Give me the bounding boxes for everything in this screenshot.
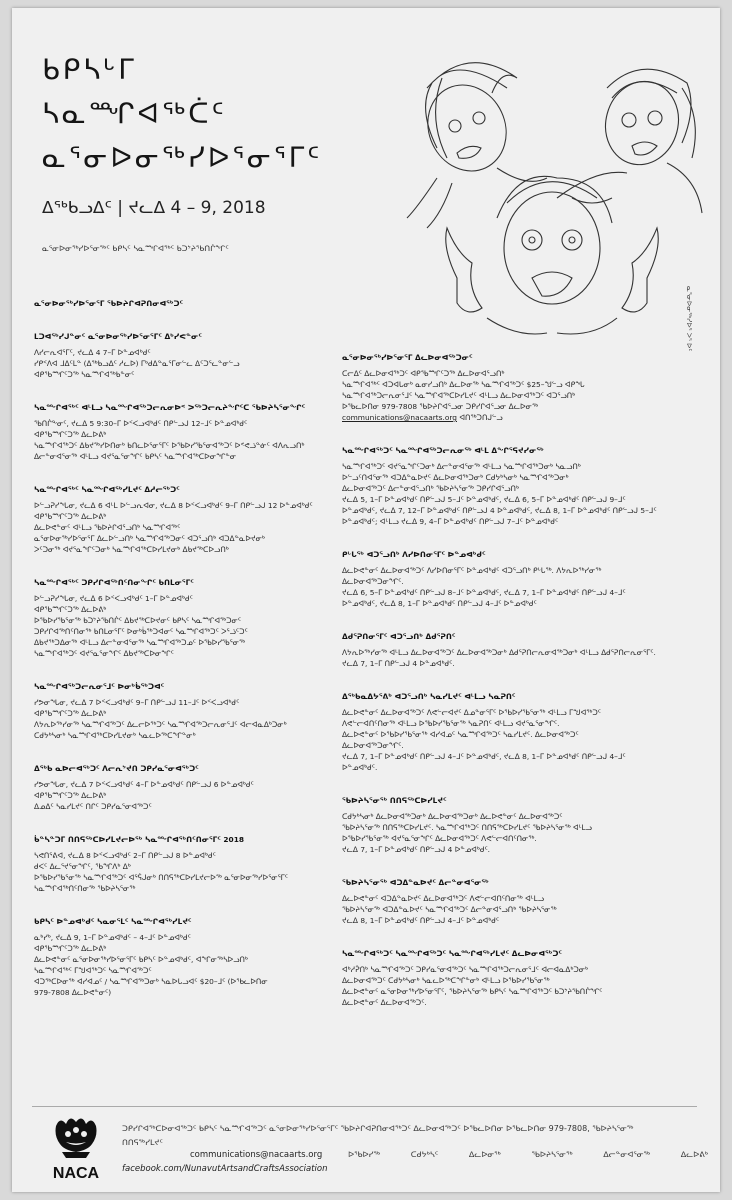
event-section xyxy=(34,834,334,894)
section-line: ᐅᓪᓗᕈᓯᖓᓂ, ᔪᓚᐃ 6 ᐊᒻᒪ ᐅᓪᓗᕆᐊᓂ, ᔪᓚᐃ 8 ᐅᑉᐸᓗᐊᒃᑯᑦ 9–ᒥ ᑎᑭᓪᓗᒍ 12 ᐅᓐᓄᐊᒃᑯᑦ xyxy=(34,501,313,510)
mask-drawing-illustration xyxy=(397,48,717,352)
event-section xyxy=(342,877,667,926)
section-line: ᐅᓐᓄᐊᒃᑯᑦ; ᐊᒻᒪᓗ ᔪᓚᐃ 9, 4–ᒥ ᐅᓐᓄᐊᒃᑯᑦ ᑎᑭᓪᓗᒍ 7–ᒧᑦ ᐅᓐᓄᐊᒃᑯᑦ xyxy=(342,517,559,526)
event-poster xyxy=(12,8,720,1192)
footer-divider xyxy=(32,1106,697,1107)
section-line: ᐊᑭᖃᙱᑦᑐᖅ ᐃᓚᐅᕕᒃ xyxy=(34,430,107,439)
section-line: ᓯᕗᓂᖓᓂ, ᔪᓚᐃ 7 ᐅᑉᐸᓗᐊᒃᑯᑦ 9–ᒥ ᑎᑭᓪᓗᒍ 11–ᒧᑦ ᐅᑉᐸᓗᐊᒃᑯᑦ xyxy=(34,698,240,707)
section-line: ᐅᓐᓄᐊᒃᑯᑦ, ᔪᓚᐃ 8, 1–ᒥ ᐅᓐᓄᐊᒃᑯᑦ ᑎᑭᓪᓗᒍ 4–ᒧᑦ ᐅᓐᓄᐊᒃᑯᑦ xyxy=(342,599,537,608)
event-section xyxy=(342,631,667,669)
event-section xyxy=(34,763,334,812)
section-line: ᔪᓚᐃ 5, 1–ᒥ ᐅᓐᓄᐊᒃᑯᑦ ᑎᑭᓪᓗᒍ 5–ᒧᑦ ᐅᓐᓄᐊᒃᑯᑦ, ᔪᓚᐃ 6, 5–ᒥ ᐅᓐᓄᐊᒃᑯᑦ ᑎᑭᓪᓗᒍ 9–ᒧᑦ xyxy=(342,495,626,504)
section-line: ᐃᓚᐅᓂᐊᖅᑐᑦ ᑕᑯᔭᒃᓴᓂᒃ ᓴᓇᓚᐅᖅᑕᖏᓐᓂᒃ ᐊᒻᒪᓗ ᐅᖃᐅᓯᖃᕐᓂᖅ xyxy=(342,976,550,985)
section-line: ᖃᐅᔨᓴᕐᓂᖅ ᑎᑎᕋᖅᑕᐅᓯᒪᔪᑦ. ᓴᓇᙱᐊᖅᑐᑦ ᑎᑎᕋᖅᑕᐅᓯᒪᔪᑦ ᖃᐅᔨᓴᕐᓂᖅ ᐊᒻᒪᓗ xyxy=(342,823,592,832)
event-section xyxy=(342,352,667,423)
section-line: ᔪᓚᐃ 7, 1–ᒥ ᐅᓐᓄᐊᒃᑯᑦ ᑎᑭᓪᓗᒍ 4 ᐅᓐᓄᐊᒃᑯᑦ. xyxy=(342,845,491,854)
section-line: ᑕᑯᔭᒃᓴᓂᒃ ᐃᓚᐅᓂᐊᖅᑐᓂᒃ ᐃᓚᐅᓂᐊᖅᑐᓂᒃ ᐃᓚᐅᕙᓐᓂᑦ ᐃᓚᐅᓂᐊᖅᑐᑦ xyxy=(342,812,563,821)
section-line: ᑐᑭᓯᒋᐊᖅᑎᑦᑎᓂᖅ ᑲᑎᒪᓂᕐᒥᑦ ᐅᓂᒃᑳᖅᑐᐊᓂᑦ ᓴᓇᙱᐊᖅᑐᑦ ᐳᕐᓘᑦᑐᑦ xyxy=(34,627,248,636)
section-heading: ᖃᐅᔨᓴᕐᓂᖅ ᑎᑎᕋᖅᑕᐅᓯᒪᔪᑦ xyxy=(342,796,447,805)
event-section xyxy=(342,445,667,527)
section-line: ᐱᕙᓪᓕᐊᑎᑦᑎᓂᖅ ᐊᒻᒪᓗ ᐅᖃᐅᓯᖃᕐᓂᖅ ᓴᓇᕈᑎᑦ ᐊᒻᒪᓗ ᐊᔪᕐᓇᕐᓂᖏᑦ. xyxy=(342,719,560,728)
section-line: ᐊᒃᓱᕉᑎᒃ ᓴᓇᙱᐊᖅᑐᑦ ᑐᑭᓯᓇᕐᓂᐊᖅᑐᑦ ᓴᓇᙱᐊᖅᑐᓕᕆᓂᕐᒧᑦ ᐊᓕᐊᓇᐃᒃᑐᓂᒃ xyxy=(342,965,589,974)
schedule-left-column xyxy=(34,298,334,1020)
section-line: ᑕᓕᐃᑦ ᐃᓚᐅᓂᐊᖅᑐᑦ ᐊᑭᖃᙱᑦᑐᖅ ᐃᓚᐅᓂᐊᕐᓗᑎᒃ xyxy=(342,369,505,378)
event-section xyxy=(34,484,334,555)
event-section xyxy=(342,691,667,773)
section-line: ᐅᖃᐅᓯᖃᕐᓂᖅ ᑲᑐᔾᔨᖃᑎᒌᑦ ᐃᑲᔪᖅᑕᐅᔪᓂᑦ ᑲᑭᓴᑦ ᓴᓇᙱᐊᖅᑐᓂᑦ xyxy=(34,616,242,625)
section-heading: ᐃᖅᑲᓇᐃᔭᕐᕕᒃ ᐊᑐᕐᓗᑎᒃ ᓴᓇᓯᒪᔪᑦ ᐊᒻᒪᓗ ᓴᓇᕈᑎᑦ xyxy=(342,692,516,701)
section-line: ᐅᓪᓗᕈᓯᖓᓂ, ᔪᓚᐃ 6 ᐅᑉᐸᓗᐊᒃᑯᑦ 1–ᒥ ᐅᓐᓄᐊᒃᑯᑦ xyxy=(34,594,193,603)
section-line: ᑯᐸᑦ ᐃᓚᕐᔪᕐᓂᖏᑦ, ᖃᖏᐱᒃ ᐃᒃ xyxy=(34,862,131,871)
section-line: ᐊᑭᖃᙱᑦᑐᖅ ᓴᓇᙱᐊᖅᑲᓐᓂᑦ xyxy=(34,370,135,379)
footer-facebook-link[interactable]: facebook.com/NunavutArtsandCraftsAssociation xyxy=(122,1164,328,1174)
section-line: 979-7808 ᐃᓚᐅᕙᓐᓂᑦ) xyxy=(34,988,112,997)
section-line: ᐃᓕᓐᓂᐊᕐᓂᖅ ᐊᒻᒪᓗ ᐊᔪᕐᓇᕐᓂᖏᑦ ᑲᑭᓴᑦ ᓴᓇᙱᐊᖅᑕᐅᓂᖏᓐᓂ xyxy=(34,452,237,461)
section-line: ᓴᓇᙱᐊᖅᑐᑦ ᐃᑲᔪᖅᓯᐅᑎᓂᒃ ᑲᑎᓚᐅᕐᓂᕐᒥᑦ ᐅᖃᐅᓯᖃᕐᓂᐊᖅᑐᑦ ᐅᕝᕙᓘᓐᓃᑦ ᐊᐱᕆᓗᑎᒃ xyxy=(34,441,305,450)
section-line: ᐳᑦᑐᓂᖅ ᐊᔪᕐᓇᖏᑦᑐᓂᒃ ᓴᓇᙱᐊᖅᑕᐅᓯᒪᔪᓂᒃ ᐃᑲᔪᖅᑕᐅᓗᑎᒃ xyxy=(34,545,229,554)
title-line-1: ᑲᑭᓴᒡᒥ xyxy=(42,53,137,86)
section-heading: ᓴᓇᙱᐊᖅᑐᓕᕆᓂᕐᒧᑦ ᐅᓂᒃᑳᖅᑐᐊᑦ xyxy=(34,682,165,691)
section-line: ᓇᒃᓯᒃ, ᔪᓚᐃ 9, 1–ᒥ ᐅᓐᓄᐊᒃᑯᑦ – 4–ᒧᑦ ᐅᓐᓄᐊᒃᑯᑦ xyxy=(34,933,191,942)
section-line: ᔪᓚᐃ 6, 5–ᒥ ᐅᓐᓄᐊᒃᑯᑦ ᑎᑭᓪᓗᒍ 8–ᒧᑦ ᐅᓐᓄᐊᒃᑯᑦ, ᔪᓚᐃ 7, 1–ᒥ ᐅᓐᓄᐊᒃᑯᑦ ᑎᑭᓪᓗᒍ 4–ᒧᑦ xyxy=(342,588,626,597)
section-heading: ᓴᓇᙱᐊᖅᑦ ᓴᓇᙱᐊᖅᓯᒪᔪᑦ ᐃᓱᓕᖅᑐᑦ xyxy=(34,485,180,494)
section-line: ᐅᖃᐅᓯᖃᕐᓂᖅ ᐊᔪᕐᓇᕐᓂᖏᑦ ᐃᓚᐅᓂᐊᖅᑐᑦ ᐱᕙᓪᓕᐊᑎᑦᑎᓂᖅ. xyxy=(342,834,537,843)
section-line: ᐃᓚᐅᕙᓐᓂᑦ ᐃᓚᐅᓂᐊᖅᑐᑦ ᐱᓯᐅᑎᓂᕐᒥᑦ ᐅᓐᓄᐊᒃᑯᑦ ᐊᑐᕐᓗᑎᒃ ᑭᒡᒐᖅ. ᐱᔭᕆᐅᖅᓯᓂᖅ xyxy=(342,566,602,575)
footer-description-line: ᑐᑭᓯᒋᐊᖅᑕᐅᓂᐊᖅᑐᑦ ᑲᑭᓴᑦ ᓴᓇᙱᐊᖅᑐᑦ ᓇᕐᓂᐅᓂᖅᓯᐅᕐᓂᕐᒥᑦ ᖃᐅᔨᒋᐊᕈᑎᓂᐊᖅᑐᑦ ᐃᓚᐅᓂᐊᖅᑐᑦ ᐅᖃᓚᐅᑎᓂ ᐅᖃᓚᐅᑎᓂ 979-7808, ᖃᐅᔨᓴᕐᓂᖅ xyxy=(122,1124,634,1133)
section-line: ᐅᓐᓄᐊᒃᑯᑦ, ᔪᓚᐃ 7, 12–ᒥ ᐅᓐᓄᐊᒃᑯᑦ ᑎᑭᓪᓗᒍ 4 ᐅᓐᓄᐊᒃᑯᑦ, ᔪᓚᐃ 8, 1–ᒥ ᐅᓐᓄᐊᒃᑯᑦ ᑎᑭᓪᓗᒍ 5–ᒧᑦ xyxy=(342,506,657,515)
section-line: ᓯᕗᓂᖓᓂ, ᔪᓚᐃ 7 ᐅᑉᐸᓗᐊᒃᑯᑦ 4–ᒥ ᐅᓐᓄᐊᒃᑯᑦ ᑎᑭᓪᓗᒍ 6 ᐅᓐᓄᐊᒃᑯᑦ xyxy=(34,780,254,789)
section-line: ᔪᓚᐃ 7, 1–ᒥ ᐅᓐᓄᐊᒃᑯᑦ ᑎᑭᓪᓗᒍ 4–ᒧᑦ ᐅᓐᓄᐊᒃᑯᑦ, ᔪᓚᐃ 8, 1–ᒥ ᐅᓐᓄᐊᒃᑯᑦ ᑎᑭᓪᓗᒍ 4–ᒧᑦ xyxy=(342,752,626,761)
footer-word: ᐃᓚᐅᓂᖅ xyxy=(468,1150,501,1159)
section-heading: ᑳᓐᓴᓐᑐᒥ ᑎᑎᕋᖅᑕᐅᓯᒪᔪᓕᐅᖅ ᓴᓇᙱᐊᖅᑎᑦᑎᓂᕐᒥᑦ 2018 xyxy=(34,835,244,844)
section-line: ᐃᑲᔪᖅᑐᐃᓂᖅ ᐊᒻᒪᓗ ᐃᓕᓐᓂᐊᕐᓂᖅ ᓴᓇᙱᐊᖅᑐᓄᑦ ᐅᖃᐅᓯᖃᕐᓂᖅ xyxy=(34,638,246,647)
section-line: ᐊᑭᖃᙱᑦᑐᖅ ᐃᓚᐅᕕᒃ xyxy=(34,512,107,521)
event-section xyxy=(34,681,334,741)
event-section xyxy=(342,948,667,1008)
footer-description-line: ᑎᑎᕋᖅᓯᒪᔪᑦ xyxy=(122,1138,163,1147)
footer-word: ᐃᓕᓐᓂᐊᕐᓂᖅ xyxy=(603,1150,651,1159)
section-line: ᐃᓚᐅᕙᓐᓂᑦ ᐃᓚᐅᓂᐊᖅᑐᑦ. xyxy=(342,998,427,1007)
vertical-caption: ᓇᕐᓂᐅᓂᖅᓯᐅᕐ ᐳᕐ ᐅᑦ xyxy=(685,286,693,352)
section-line: ᐃᓚᐅᕙᓐᓂᑦ ᓇᕐᓂᐅᓂᖅᓯᐅᕐᓂᕐᒥᑦ, ᖃᐅᔨᓴᕐᓂᖅ ᑲᑭᓴᑦ ᓴᓇᙱᐊᖅᑐᑦ ᑲᑐᔾᔨᖃᑎᒌᖏᑦ xyxy=(342,987,603,996)
section-line: ᐊᑐᖅᑕᐅᓂᖅ ᐊᓯᐊᓄᑦ / ᓴᓇᙱᐊᖅᑐᓂᒃ ᓴᓇᐅᒐᓗᐊᑦ $20–ᒧᑦ (ᐅᖃᓚᐅᑎᓂ xyxy=(34,977,268,986)
event-dates: ᐃᖅᑲᓗᐃᑦ | ᔪᓚᐃ 4 – 9, 2018 xyxy=(42,198,266,218)
section-line: ᐅᖃᓚᐅᑎᓂ 979-7808 ᖃᐅᔨᒋᐊᕐᓗᓂ ᑐᑭᓯᒋᐊᕐᓗᓂ ᐃᓚᐅᓂᖅ xyxy=(342,402,539,411)
section-line xyxy=(342,412,667,423)
section-line: ᔪᓚᐃ 7, 1–ᒥ ᑎᑭᓪᓗᒍ 4 ᐅᓐᓄᐊᒃᑯᑦ. xyxy=(342,659,455,668)
section-line: ᐃᓄᐃᑦ ᓴᓇᓯᒪᔪᑦ ᑎᒋᑦ ᑐᑭᓯᓇᕐᓂᐊᖅᑐᑦ xyxy=(34,802,152,811)
section-line: ᐃᓚᐅᕙᓐᓂᑦ ᐊᑐᐃᓐᓇᐅᔪᑦ ᐃᓚᐅᓂᐊᖅᑐᑦ ᐱᕙᓪᓕᐊᑎᑦᑎᓂᖅ ᐊᒻᒪᓗ xyxy=(342,894,545,903)
footer-word: ᖃᐅᔨᓴᕐᓂᖅ xyxy=(531,1150,573,1159)
section-heading: ᑲᑭᓴᑦ ᐅᓐᓄᐊᒃᑯᑦ ᓴᓇᓂᕐᒪᑦ ᓴᓇᙱᐊᖅᓯᒪᔪᑦ xyxy=(34,917,192,926)
section-line: ᓴᓇᙱᐊᖅᑦ ᒥᖑᐊᖅᑐᑦ ᓴᓇᙱᐊᖅᑐᑦ xyxy=(34,966,152,975)
section-line: ᐃᓚᐅᓂᐊᖅᑐᓂᖏᑦ. xyxy=(342,741,404,750)
section-line: ᐱᔭᕆᐅᖅᓯᓂᖅ ᐊᒻᒪᓗ ᐃᓚᐅᓂᐊᖅᑐᑦ ᐃᓚᐅᓂᐊᖅᑐᓂᒃ ᐃᑯᕐᕈᑎᓕᕆᓂᐊᖅᑐᓂᒃ ᐊᒻᒪᓗ ᐃᑯᕐᕈᑎᓕᕆᓂᕐᒥᑦ. xyxy=(342,648,656,657)
section-line: ᐅᖃᐅᓯᖃᕐᓂᖅ ᓴᓇᙱᐊᖅᑐᑦ ᐊᕐᕌᒍᓂᒃ ᑎᑎᕋᖅᑕᐅᓯᒪᔪᓕᐅᖅ ᓇᕐᓂᐅᓂᖅᓯᐅᕐᓂᕐᒥᑦ xyxy=(34,873,288,882)
section-line: ᓴᕙᑎᕐᕕᐊ, ᔪᓚᐃ 8 ᐅᑉᐸᓗᐊᒃᑯᑦ 2–ᒥ ᑎᑭᓪᓗᒍ 8 ᐅᓐᓄᐊᒃᑯᑦ xyxy=(34,851,216,860)
section-line: ᐊᑭᖃᙱᑦᑐᖅ ᐃᓚᐅᕕᒃ xyxy=(34,791,107,800)
event-section xyxy=(342,549,667,609)
section-heading: ᓴᓇᙱᐊᖅᑐᑦ ᓴᓇᙱᐊᖅᑐᑦ ᓴᓇᙱᐊᖅᓯᒪᔪᑦ ᐃᓚᐅᓂᐊᖅᑐᑦ xyxy=(342,949,562,958)
section-line: ᐊᑭᖃᙱᑦᑐᖅ ᐃᓚᐅᕕᒃ xyxy=(34,709,107,718)
section-line: ᓴᓇᙱᐊᖅᑦ ᐊᑐᐊᒐᓂᒃ ᓇᓂᓯᓗᑎᒃ ᐃᓚᐅᓂᖅ ᓴᓇᙱᐊᖅᑐᑦ $25–ᖑᓪᓗ ᐊᑭᖓ xyxy=(342,380,585,389)
title-line-2: ᓴᓇᙱᐊᖅᑖᑦ xyxy=(42,97,227,130)
section-heading: ᓴᓇᙱᐊᖅᑦ ᑐᑭᓯᒋᐊᖅᑎᑦᑎᓂᖏᑦ ᑲᑎᒪᓂᕐᒥᑦ xyxy=(34,578,194,587)
event-section xyxy=(34,402,334,462)
section-line: ᖃᑎᒌᖕᓂᑦ, ᔪᓚᐃ 5 9:30–ᒥ ᐅᑉᐸᓗᐊᒃᑯᑦ ᑎᑭᓪᓗᒍ 12–ᒧᑦ ᐅᓐᓄᐊᒃᑯᑦ xyxy=(34,419,248,428)
contact-email-link[interactable]: communications@nacaarts.org xyxy=(342,413,457,422)
section-line: ᑕᑯᔭᒃᓴᓂᒃ ᓴᓇᙱᐊᖅᑕᐅᓯᒪᔪᓂᒃ ᓴᓇᓚᐅᖅᑕᖏᓐᓂᒃ xyxy=(34,731,196,740)
event-section xyxy=(34,298,334,309)
section-heading: ᓴᓇᙱᐊᖅᑐᑦ ᓴᓇᙱᐊᖅᑐᓕᕆᓂᖅ ᐊᒻᒪ ᐃᖏᕐᕋᔪᓯᓂᖅ xyxy=(342,446,544,455)
title-line-3: ᓇᕐᓂᐅᓂᖅᓯᐅᕐᓂᕐᒥᑦ xyxy=(42,141,323,174)
section-heading: ᓴᓇᙱᐊᖅᑦ ᐊᒻᒪᓗ ᓴᓇᙱᐊᖅᑐᓕᕆᓂᐅᑉ ᐳᖅᑐᓕᕆᔨᖏᑦᑕ ᖃᐅᔨᓴᕐᓂᖏᑦ xyxy=(34,403,306,412)
section-line: ᐃᓚᐅᕙᓐᓂᑦ ᓇᕐᓂᐅᓂᖅᓯᐅᕐᓂᕐᒥᑦ ᑲᑭᓴᑦ ᐅᓐᓄᐊᒃᑯᑦ, ᐊᖏᓂᖅᓴᐅᓗᑎᒃ xyxy=(34,955,248,964)
section-line: ᐊᑭᖃᙱᑦᑐᖅ ᐃᓚᐅᕕᒃ xyxy=(34,944,107,953)
section-line: ᓴᓇᙱᐊᖅᑎᑦᑎᓂᖅ ᖃᐅᔨᓴᕐᓂᖅ xyxy=(34,884,136,893)
section-line: ᓯᑭᑉᐱᐊ ᒧᐃᑦᒪᓐ (ᐃᖅᑲᓗᐃᑦ ᓱᓚᐅ) ᒥᒃᑯᐃᓐᓇᕐᒥᓂᓪᓚ ᐃᑦᑐᕐᓚᓐᓂᓪᓗ xyxy=(34,359,240,368)
poster-subtitle: ᓇᕐᓂᐅᓂᖅᓯᐅᕐᓂᖅᑦ ᑲᑭᓴᑦ ᓴᓇᙱᐊᖅᑦ ᑲᑐᔾᔨᖃᑎᒌᖏᑦ xyxy=(42,244,229,253)
section-heading: ᐃᑯᕐᕈᑎᓂᕐᒥᑦ ᐊᑐᕐᓗᑎᒃ ᐃᑯᕐᕈᑎᑦ xyxy=(342,632,456,641)
footer-description xyxy=(122,1122,712,1150)
section-line: ᖃᐅᔨᓴᕐᓂᖅ ᐊᑐᐃᓐᓇᐅᔪᑦ ᓴᓇᙱᐊᖅᑐᑦ ᐃᓕᓐᓂᐊᕐᓗᑎᒃ ᖃᐅᔨᓴᕐᓂᖅ xyxy=(342,905,557,914)
section-line: ᐱᓯᓕᕆᐊᕐᒥᑦ, ᔪᓚᐃ 4 7–ᒥ ᐅᓐᓄᐊᒃᑯᑦ xyxy=(34,348,151,357)
event-section xyxy=(342,795,667,855)
section-heading: ᐃᖅᑲ ᓇᐅᓕᐊᖅᑐᑦ ᐱᓕᕆᔾᔪᑎ ᑐᑭᓯᓇᕐᓂᐊᖅᑐᑦ xyxy=(34,764,199,773)
section-line: ᓇᕐᓂᐅᓂᖅᓯᐅᕐᓂᕐᒥ ᐃᓚᐅᓪᓗᑎᒃ ᓴᓇᙱᐊᖅᑐᓂᑦ ᐊᑐᕐᓗᑎᒃ ᐊᑐᐃᓐᓇᐅᔪᓂᒃ xyxy=(34,534,265,543)
section-line: ᐊᑭᖃᙱᑦᑐᖅ ᐃᓚᐅᕕᒃ xyxy=(34,605,107,614)
section-heading: ᒪᑐᐊᖅᓯᒍᓐᓂᑦ ᓇᕐᓂᐅᓂᖅᓯᐅᕐᓂᕐᒥᑦ ᐃᒃᓯᕙᓐᓂᑦ xyxy=(34,332,202,341)
section-line-tail: ᐊᑎᖅᑐᑎᒍᓪᓗ xyxy=(459,413,503,422)
naca-logo xyxy=(48,1114,104,1188)
section-heading: ᖃᐅᔨᓴᕐᓂᖅ ᐊᑐᐃᓐᓇᐅᔪᑦ ᐃᓕᓐᓂᐊᕐᓂᖅ xyxy=(342,878,489,887)
section-line: ᓴᓇᙱᐊᖅᑐᑦ ᐊᔪᕐᓇᕐᓂᖏᑦ ᐃᑲᔪᖅᑕᐅᓂᖏᑦ xyxy=(34,649,174,658)
section-line: ᐱᔭᕆᐅᖅᓯᓂᖅ ᓴᓇᙱᐊᖅᑐᑦ ᐃᓚᓕᐅᖅᑐᑦ ᓴᓇᙱᐊᖅᑐᓕᕆᓂᕐᒧᑦ ᐊᓕᐊᓇᐃᒃᑐᓂᒃ xyxy=(34,720,287,729)
footer-word-list xyxy=(348,1150,708,1159)
section-line: ᐃᓚᐅᓂᐊᖅᑐᓂᖏᑦ. xyxy=(342,577,404,586)
section-line: ᐃᓚᐅᓂᐊᖅᑐᑦ ᐃᓕᓐᓂᐊᕐᓗᑎᒃ ᖃᐅᔨᓴᕐᓂᖅ ᑐᑭᓯᒋᐊᕐᓗᑎᒃ xyxy=(342,484,519,493)
section-line: ᐃᓚᐅᕙᓐᓂᑦ ᐊᒻᒪᓗ ᖃᐅᔨᒋᐊᕐᓗᑎᒃ ᓴᓇᙱᐊᖅᑦ xyxy=(34,523,181,532)
section-line: ᓴᓇᙱᐊᖅᑐᑦ ᐊᔪᕐᓇᖏᑦᑐᓂᒃ ᐃᓕᓐᓂᐊᕐᓂᖅ ᐊᒻᒪᓗ ᓴᓇᙱᐊᖅᑐᓂᒃ ᓴᓇᓗᑎᒃ xyxy=(342,462,581,471)
section-line: ᓴᓇᙱᐊᖅᑐᓕᕆᓂᕐᒧᑦ ᓴᓇᙱᐊᖅᑕᐅᓯᒪᔪᑦ ᐊᒻᒪᓗ ᐃᓚᐅᓂᐊᖅᑐᑦ ᐊᑐᕐᓗᑎᒃ xyxy=(342,391,576,400)
section-line: ᐃᓚᐅᕙᓐᓂᑦ ᐅᖃᐅᓯᖃᕐᓂᖅ ᐊᓯᐊᓄᑦ ᓴᓇᙱᐊᖅᑐᑦ ᓴᓇᓯᒪᔪᑦ. ᐃᓚᐅᓂᐊᖅᑐᑦ xyxy=(342,730,579,739)
section-heading: ᓇᕐᓂᐅᓂᖅᓯᐅᕐᓂᕐᒥ ᖃᐅᔨᒋᐊᕈᑎᓂᐊᖅᑐᑦ xyxy=(34,299,184,308)
section-line: ᐃᓚᐅᕙᓐᓂᑦ ᐃᓚᐅᓂᐊᖅᑐᑦ ᐱᕙᓪᓕᐊᔪᑦ ᐃᓄᓐᓂᕐᒥᑦ ᐅᖃᐅᓯᖃᕐᓂᖅ ᐊᒻᒪᓗ ᒥᖑᐊᖅᑐᑦ xyxy=(342,708,601,717)
schedule-right-column xyxy=(342,352,667,1030)
footer-email-link[interactable]: communications@nacaarts.org xyxy=(190,1150,323,1160)
event-section xyxy=(34,331,334,380)
section-line: ᔪᓚᐃ 8, 1–ᒥ ᐅᓐᓄᐊᒃᑯᑦ ᑎᑭᓪᓗᒍ 4–ᒧᑦ ᐅᓐᓄᐊᒃᑯᑦ xyxy=(342,916,500,925)
footer-word: ᐅᖃᐅᓯᖅ xyxy=(348,1150,381,1159)
event-section xyxy=(34,916,334,998)
footer-word: ᐃᓚᐅᕕᒃ xyxy=(680,1150,708,1159)
event-section xyxy=(34,577,334,659)
section-line: ᐅᓪᓗᑦᑎᐊᕐᓂᖅ ᐊᑐᐃᓐᓇᐅᔪᑦ ᐃᓚᐅᓂᐊᖅᑐᓂᒃ ᑕᑯᔭᒃᓴᓂᒃ ᓴᓇᙱᐊᖅᑐᓂᒃ xyxy=(342,473,569,482)
logo-text: NACA xyxy=(52,1165,100,1182)
section-heading: ᑭᒡᒐᖅ ᐊᑐᕐᓗᑎᒃ ᐱᓯᐅᑎᓂᕐᒥᑦ ᐅᓐᓄᐊᒃᑯᑦ xyxy=(342,550,486,559)
poster-title xyxy=(42,48,322,180)
footer-word: ᑕᑯᔭᒃᓴᑦ xyxy=(410,1150,439,1159)
section-heading: ᓇᕐᓂᐅᓂᖅᓯᐅᕐᓂᕐᒥ ᐃᓚᐅᓂᐊᖅᑐᓂᑦ xyxy=(342,353,473,362)
section-line: ᐅᓐᓄᐊᒃᑯᑦ. xyxy=(342,763,378,772)
